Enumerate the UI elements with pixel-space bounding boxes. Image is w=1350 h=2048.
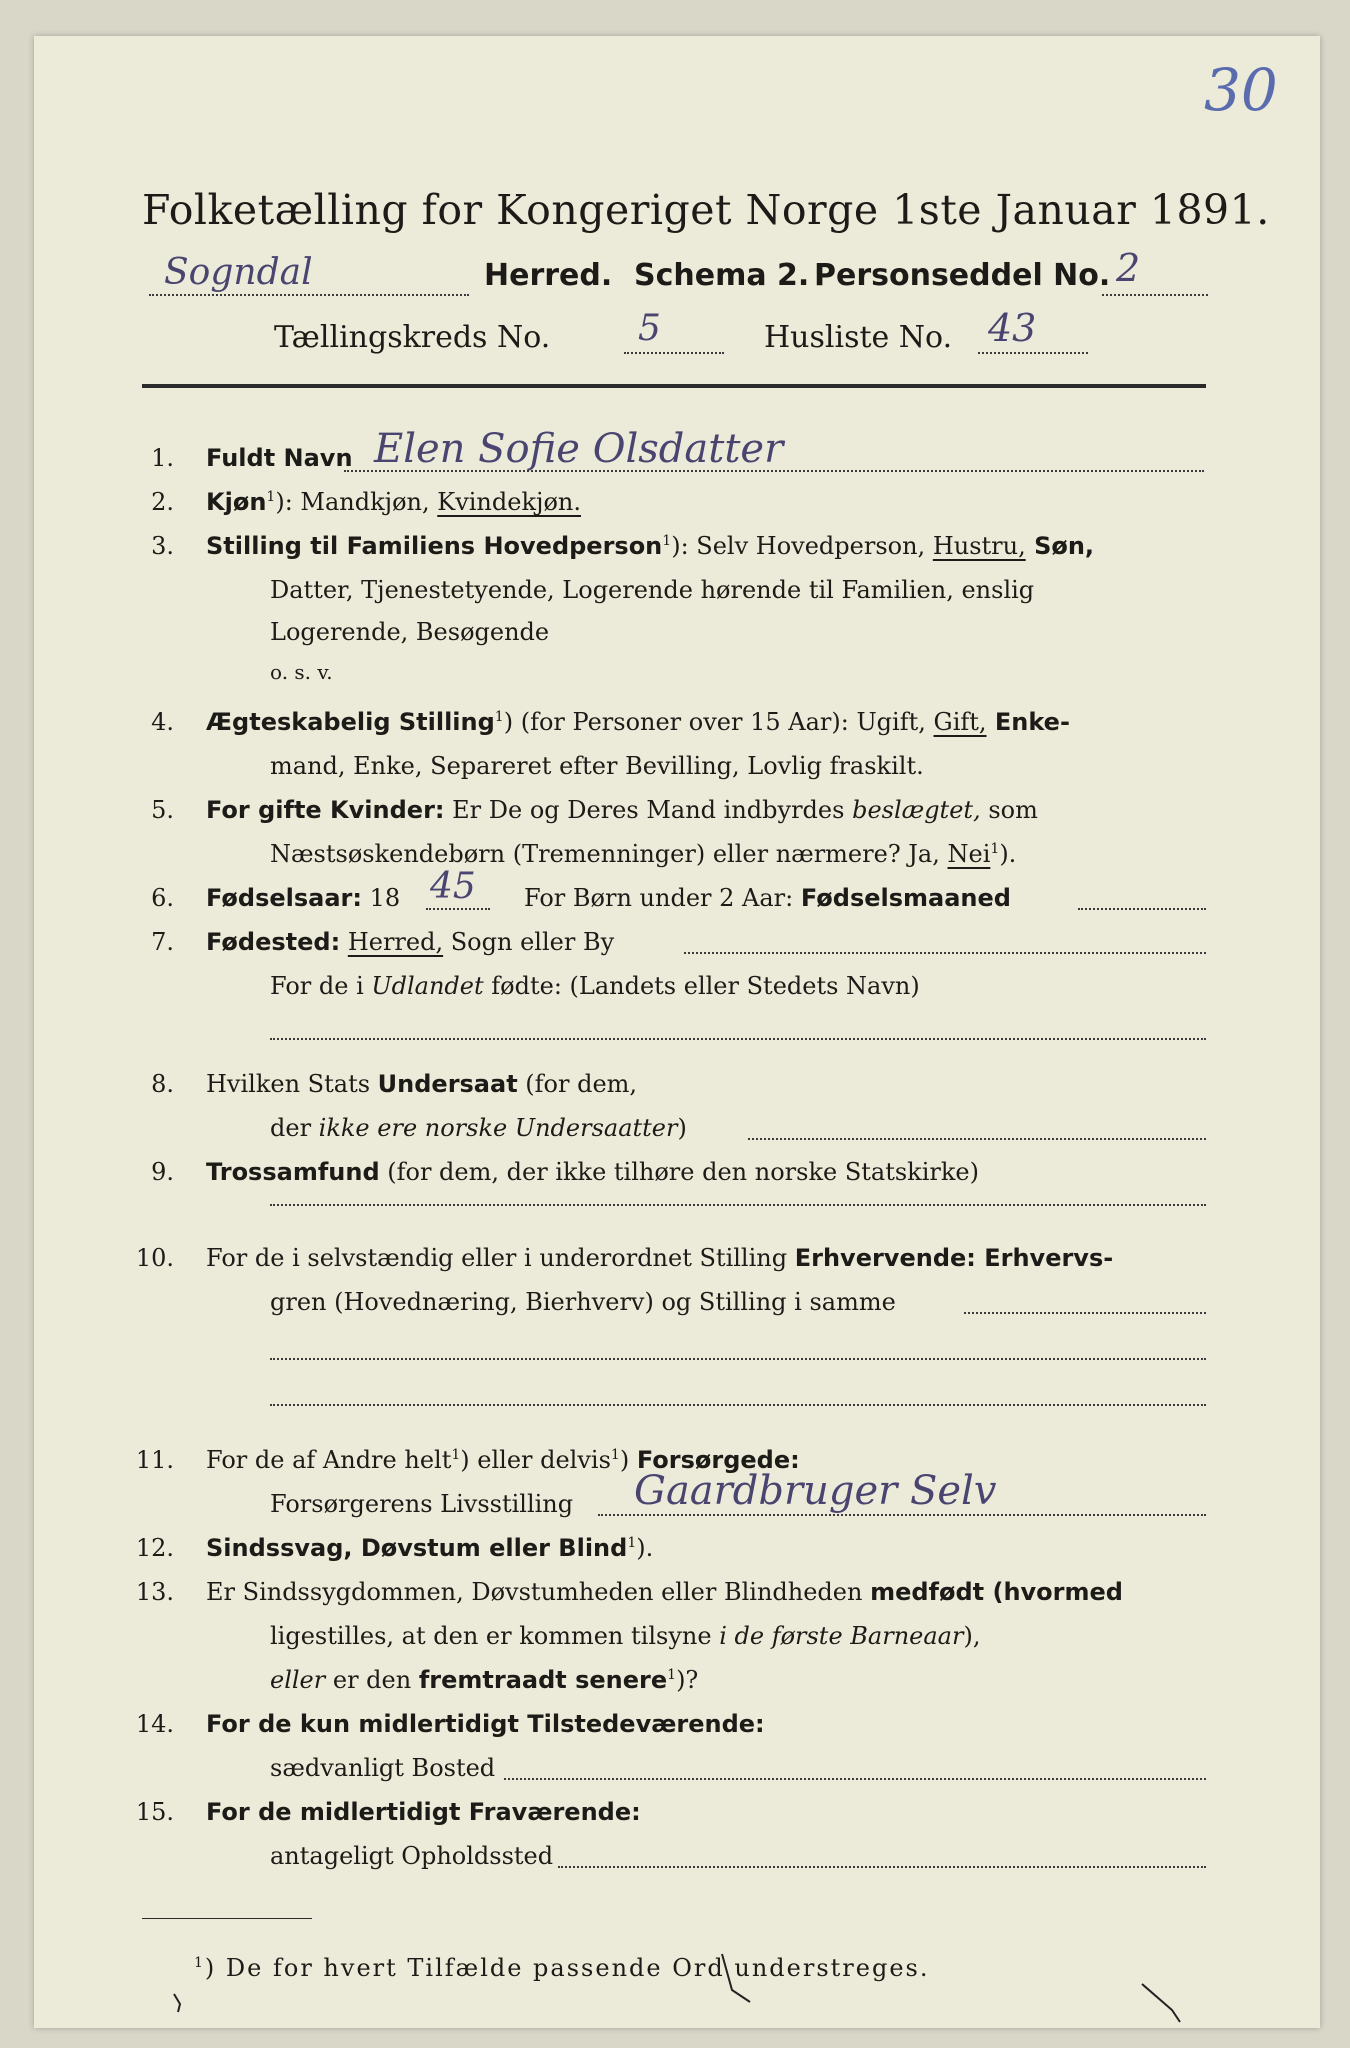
item-4-line2: mand, Enke, Separeret efter Bevilling, Lovlig fraskilt. [270,752,924,780]
item-10-line2: gren (Hovednæring, Bierhverv) og Stilling i samme [270,1288,896,1316]
item-4-number: 4. [151,708,174,736]
item-4-row: Ægteskabelig Stilling$^1$) (for Personer over 15 Aar): Ugift, Gift, Enke- [206,708,1070,736]
item-11-line2: Forsørgerens Livsstilling [270,1490,574,1518]
item-13-line2: ligestilles, at den er kommen tilsyne i de første Barneaar), [270,1622,981,1650]
page-number: 30 [1204,56,1278,124]
personseddel-value: 2 [1116,246,1141,290]
item-11-value: Gaardbruger Selv [634,1468,997,1514]
item-15-label: For de midlertidigt Fraværende: [206,1798,641,1826]
item-13-row: Er Sindssygdommen, Døvstumheden eller Blindheden medfødt (hvormed [206,1578,1123,1606]
item-8-row: Hvilken Stats Undersaat (for dem, [206,1070,638,1098]
item-8-line2: der ikke ere norske Undersaatter) [270,1114,687,1142]
item-6-row2: For Børn under 2 Aar: Fødselsmaaned [524,884,1011,912]
item-11-number: 11. [135,1446,174,1474]
husliste-label: Husliste No. [764,320,953,355]
kreds-value: 5 [638,308,661,349]
item-13-line3: eller er den fremtraadt senere$^1$)? [270,1666,699,1694]
item-1-label: Fuldt Navn [206,444,353,472]
item-6-row: Fødselsaar: 18 [206,884,401,912]
item-7-row: Fødested: Herred, Sogn eller By [206,928,615,956]
herred-label: Herred. [484,258,613,293]
item-13-number: 13. [135,1578,174,1606]
item-3-line2: Datter, Tjenestetyende, Logerende hørende til Familien, enslig [270,576,1035,604]
item-14-label: For de kun midlertidigt Tilstedeværende: [206,1710,765,1738]
item-5-line2: Næstsøskendebørn (Tremenninger) eller nærmere? Ja, Nei$^1$). [270,840,1017,868]
husliste-value: 43 [988,306,1037,350]
personseddel-label: Personseddel No. [814,258,1111,293]
item-9-row: Trossamfund (for dem, der ikke tilhøre den norske Statskirke) [206,1158,979,1186]
item-3-number: 3. [151,532,174,560]
item-12-row: Sindssvag, Døvstum eller Blind$^1$). [206,1534,654,1562]
item-9-number: 9. [151,1158,174,1186]
footnote: $^1$) De for hvert Tilfælde passende Ord understreges. [194,1954,930,1982]
item-15-number: 15. [135,1798,174,1826]
schema-label: Schema 2. [634,258,810,293]
item-7-line2: For de i Udlandet fødte: (Landets eller Stedets Navn) [270,972,920,1000]
census-form-page [34,36,1320,2028]
item-2-number: 2. [151,488,174,516]
item-15-line2: antageligt Opholdssted [270,1842,554,1870]
item-5-number: 5. [151,796,174,824]
kreds-label: Tællingskreds No. [274,320,551,355]
item-11-row: For de af Andre helt$^1$) eller delvis$^1$) Forsørgede: [206,1446,800,1474]
item-7-number: 7. [151,928,174,956]
item-6-value: 45 [430,866,476,907]
form-title: Folketælling for Kongeriget Norge 1ste Januar 1891. [142,186,1270,234]
item-2-row: Kjøn$^1$): Mandkjøn, Kvindekjøn. [206,488,581,516]
item-14-line2: sædvanligt Bosted [270,1754,496,1782]
item-3-line4: o. s. v. [270,660,333,684]
item-10-number: 10. [135,1244,174,1272]
item-1-number: 1. [151,444,174,472]
margin-marks [34,36,1320,2028]
item-8-number: 8. [151,1070,174,1098]
item-5-row: For gifte Kvinder: Er De og Deres Mand indbyrdes beslægtet, som [206,796,1038,824]
item-1-value: Elen Sofie Olsdatter [374,426,784,472]
item-3-line3: Logerende, Besøgende [270,618,550,646]
item-12-number: 12. [135,1534,174,1562]
item-14-number: 14. [135,1710,174,1738]
item-6-number: 6. [151,884,174,912]
item-3-row: Stilling til Familiens Hovedperson$^1$): Selv Hovedperson, Hustru, Søn, [206,532,1095,560]
item-10-row: For de i selvstændig eller i underordnet Stilling Erhvervende: Erhvervs- [206,1244,1114,1272]
herred-value: Sogndal [164,252,313,293]
